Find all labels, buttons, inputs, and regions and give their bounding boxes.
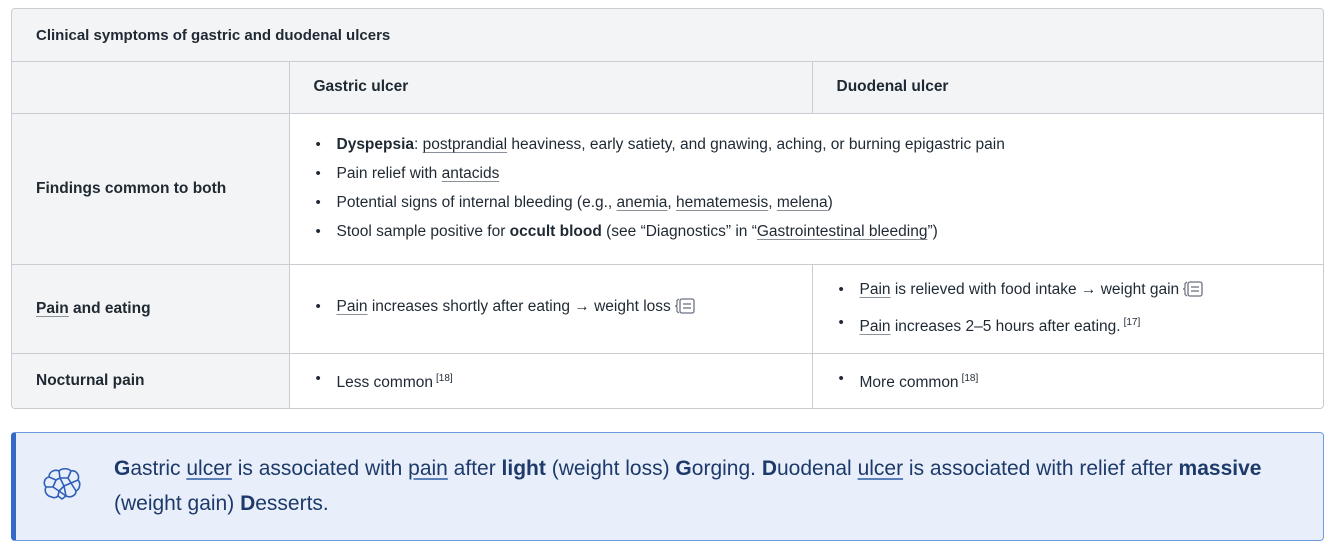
link-postprandial[interactable]: postprandial bbox=[422, 136, 508, 153]
link-hematemesis[interactable]: hematemesis bbox=[676, 194, 769, 211]
text: heaviness, early satiety, and gnawing, aching, or burning epigastric pain bbox=[507, 136, 1005, 153]
header-gastric-ulcer: Gastric ulcer bbox=[289, 62, 812, 113]
text: astric bbox=[130, 457, 187, 480]
link-anemia[interactable]: anemia bbox=[616, 194, 668, 211]
header-empty bbox=[12, 62, 289, 113]
link-antacids[interactable]: antacids bbox=[441, 165, 500, 182]
table-row bbox=[12, 353, 1323, 408]
row-label-common-findings: Findings common to both bbox=[12, 113, 289, 264]
text: increases shortly after eating → weight loss bbox=[367, 297, 671, 315]
text: ) bbox=[827, 194, 833, 211]
term-occult-blood: occult blood bbox=[509, 223, 602, 240]
reference-17[interactable]: [17] bbox=[1123, 317, 1141, 328]
row-label-pain-eating bbox=[12, 264, 289, 353]
list-item bbox=[837, 280, 1324, 304]
text: after bbox=[447, 457, 502, 480]
note-icon[interactable] bbox=[1183, 280, 1203, 304]
duodenal-pain-eating-list bbox=[837, 280, 1324, 337]
link-pain[interactable]: Pain bbox=[336, 297, 368, 315]
brain-icon bbox=[42, 467, 82, 508]
duodenal-pain-eating-cell bbox=[812, 264, 1323, 353]
text: increases 2–5 hours after eating. bbox=[890, 318, 1121, 335]
mnemonic-text bbox=[114, 451, 1304, 521]
text: (weight loss) bbox=[545, 457, 676, 480]
emph: G bbox=[114, 457, 131, 480]
list-item bbox=[314, 193, 1324, 213]
text: Stool sample positive for bbox=[336, 223, 510, 240]
duodenal-nocturnal-cell bbox=[812, 353, 1323, 408]
text: Potential signs of internal bleeding (e.g., bbox=[336, 194, 617, 211]
text: orging. bbox=[691, 457, 762, 480]
gastric-pain-eating-cell bbox=[289, 264, 812, 353]
link-pain[interactable]: Pain bbox=[859, 318, 891, 335]
table-header-row bbox=[12, 62, 1323, 113]
list-item bbox=[314, 369, 812, 393]
link-pain[interactable]: Pain bbox=[859, 281, 891, 298]
table-caption: Clinical symptoms of gastric and duodenal ulcers bbox=[12, 9, 1323, 62]
symptoms-table bbox=[11, 8, 1324, 409]
link-pain-label[interactable]: Pain bbox=[36, 299, 69, 317]
gastric-pain-eating-list bbox=[314, 297, 812, 321]
text: uodenal bbox=[776, 457, 858, 480]
list-item bbox=[314, 135, 1324, 155]
link-ulcer[interactable]: ulcer bbox=[186, 457, 232, 480]
text: More common bbox=[859, 373, 959, 391]
common-findings-cell bbox=[289, 113, 1323, 264]
text: Less common bbox=[336, 373, 433, 391]
list-item bbox=[837, 369, 1324, 393]
link-gastrointestinal-bleeding[interactable]: Gastrointestinal bleeding bbox=[756, 223, 928, 240]
gastric-nocturnal-list bbox=[314, 369, 812, 393]
emph: light bbox=[501, 457, 546, 480]
table-row bbox=[12, 264, 1323, 353]
text: and eating bbox=[68, 299, 151, 317]
text: Pain relief with bbox=[336, 165, 442, 182]
link-pain[interactable]: pain bbox=[408, 457, 448, 480]
text: is associated with relief after bbox=[903, 457, 1179, 480]
duodenal-nocturnal-list bbox=[837, 369, 1324, 393]
header-duodenal-ulcer: Duodenal ulcer bbox=[812, 62, 1323, 113]
link-ulcer[interactable]: ulcer bbox=[857, 457, 904, 480]
reference-18[interactable]: [18] bbox=[961, 372, 979, 384]
reference-18[interactable]: [18] bbox=[435, 372, 453, 384]
list-item bbox=[314, 297, 812, 321]
list-item bbox=[314, 164, 1324, 184]
text: , bbox=[768, 194, 777, 211]
common-findings-list bbox=[314, 135, 1324, 242]
emph: D bbox=[761, 457, 777, 480]
text: (see “Diagnostics” in “ bbox=[601, 223, 757, 240]
text: esserts. bbox=[255, 492, 329, 515]
gastric-nocturnal-cell bbox=[289, 353, 812, 408]
row-label-nocturnal-pain: Nocturnal pain bbox=[12, 353, 289, 408]
text: ”) bbox=[927, 223, 938, 240]
text: : bbox=[414, 136, 423, 153]
emph: massive bbox=[1178, 457, 1262, 480]
table-row bbox=[12, 113, 1323, 264]
link-melena[interactable]: melena bbox=[776, 194, 828, 211]
text: is associated with bbox=[231, 457, 409, 480]
text: , bbox=[667, 194, 677, 211]
emph: G bbox=[675, 457, 692, 480]
term-dyspepsia: Dyspepsia bbox=[336, 136, 415, 153]
list-item bbox=[314, 222, 1324, 242]
emph: D bbox=[240, 492, 256, 515]
text: (weight gain) bbox=[114, 492, 241, 515]
text: is relieved with food intake → weight gain bbox=[890, 281, 1180, 298]
note-icon[interactable] bbox=[675, 297, 695, 321]
list-item bbox=[837, 313, 1324, 337]
mnemonic-box bbox=[11, 432, 1324, 541]
